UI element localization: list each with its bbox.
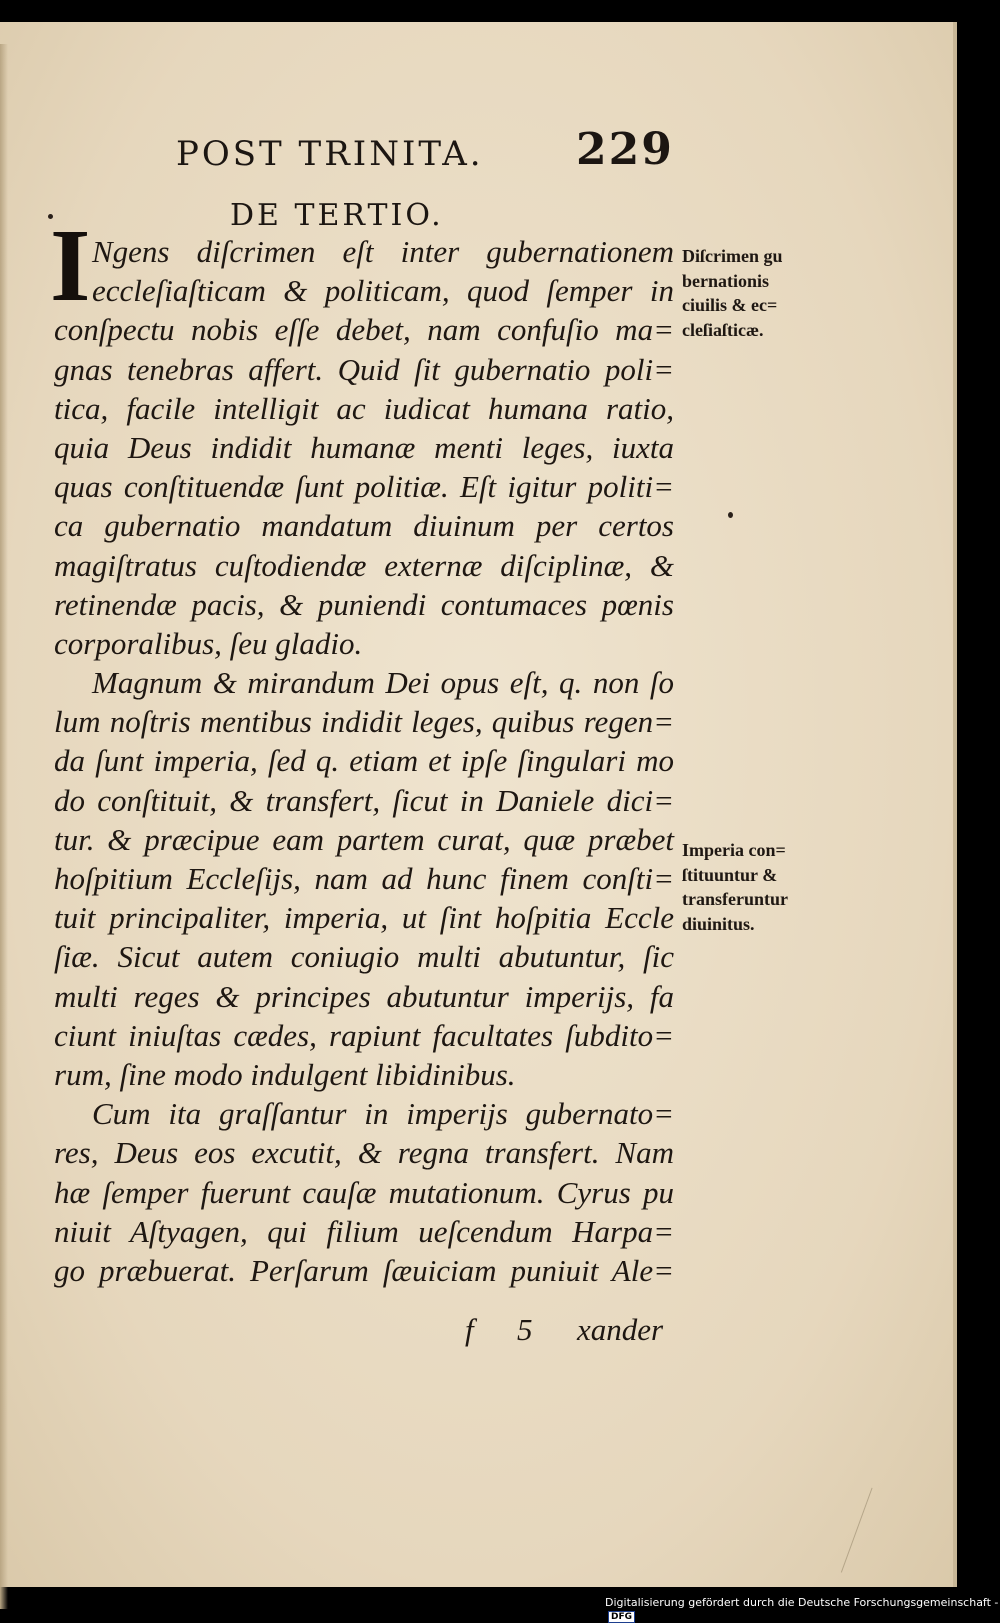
text-line: tur. & præcipue eam partem curat, quæ præbet: [54, 821, 674, 857]
text-line: quia Deus indidit humanæ menti leges, iuxta: [54, 429, 674, 465]
signature-number: 5: [517, 1312, 533, 1347]
text-line: hoſpitium Eccleſijs, nam ad hunc finem conſti=: [54, 861, 674, 896]
text-line: eccleſiaſticam & politicam, quod ſemper in: [92, 273, 674, 309]
text-line: ciunt iniuſtas cædes, rapiunt facultates ſubdito=: [54, 1017, 674, 1053]
text-line: da ſunt imperia, ſed q. etiam et ipſe ſingulari mo: [54, 743, 674, 779]
text-line: Cum ita graſſantur in imperijs gubernato=: [92, 1096, 674, 1132]
text-line: hæ ſemper fuerunt cauſæ mutationum. Cyrus pu: [54, 1174, 674, 1210]
credit-text: Digitalisierung gefördert durch die Deutsche Forschungsgemeinschaft -: [605, 1596, 999, 1609]
text-line: conſpectu nobis eſſe debet, nam confuſio ma=: [54, 312, 674, 348]
drop-cap: I: [50, 208, 91, 323]
marginal-note-2: [682, 838, 827, 936]
marginal-line: Diſcrimen gu: [682, 246, 783, 266]
signature-mark: f: [465, 1312, 474, 1347]
text-line: lum noſtris mentibus indidit leges, quibus regen=: [54, 704, 674, 740]
section-heading: DE TERTIO.: [230, 198, 444, 233]
text-line: corporalibus, ſeu gladio.: [54, 625, 363, 661]
text-line: Ngens diſcrimen eſt inter gubernationem: [92, 234, 674, 269]
marginal-line: ſtituuntur &: [682, 864, 778, 885]
marginal-line: ciuilis & ec=: [682, 295, 778, 315]
text-line: Magnum & mirandum Dei opus eſt, q. non ſo: [92, 665, 674, 701]
running-title: POST TRINITA.: [176, 134, 484, 174]
running-header: [176, 124, 696, 184]
catchword: xander: [577, 1312, 664, 1347]
text-line: rum, ſine modo indulgent libidinibus.: [54, 1056, 516, 1092]
printer-mark: [728, 512, 733, 518]
text-line: quas conſtituendæ ſunt politiæ. Eſt igitur politi=: [54, 469, 674, 505]
book-page: [0, 22, 957, 1587]
text-line: tica, facile intelligit ac iudicat humana ratio,: [54, 390, 674, 426]
text-line: ca gubernatio mandatum diuinum per certos: [54, 508, 674, 544]
marginal-line: diuinitus.: [682, 913, 755, 934]
text-line: res, Deus eos excutit, & regna transfert. Nam: [54, 1135, 674, 1171]
text-line: tuit principaliter, imperia, ut ſint hoſpitia Eccle: [54, 900, 674, 936]
marginal-line: bernationis: [682, 270, 770, 291]
page-edge-shadow: [0, 44, 8, 1609]
page-tear: [841, 1488, 910, 1587]
marginal-line: transferuntur: [682, 889, 788, 909]
text-line: niuit Aſtyagen, qui filium ueſcendum Harpa=: [54, 1213, 674, 1249]
marginal-line: cleſiaſticæ.: [682, 319, 764, 340]
dfg-logo: DFG: [608, 1611, 635, 1623]
signature-line: [465, 1312, 675, 1352]
digitization-credit: [605, 1596, 1000, 1623]
text-line: retinendæ pacis, & puniendi contumaces pœnis: [54, 586, 674, 622]
main-text: [54, 232, 674, 1290]
page-number: 229: [576, 124, 674, 175]
text-line: ſiæ. Sicut autem coniugio multi abutuntur, ſic: [54, 939, 674, 975]
marginal-note-1: [682, 244, 827, 342]
text-line: go præbuerat. Perſarum ſæuiciam puniuit Ale=: [54, 1252, 674, 1288]
text-line: gnas tenebras affert. Quid ſit gubernatio poli=: [54, 351, 674, 387]
text-line: do conſtituit, & transfert, ſicut in Daniele dici=: [54, 782, 674, 818]
marginal-line: Imperia con=: [682, 840, 786, 860]
text-line: magiſtratus cuſtodiendæ externæ diſciplinæ, &: [54, 547, 674, 583]
text-line: multi reges & principes abutuntur imperijs, fa: [54, 978, 674, 1014]
